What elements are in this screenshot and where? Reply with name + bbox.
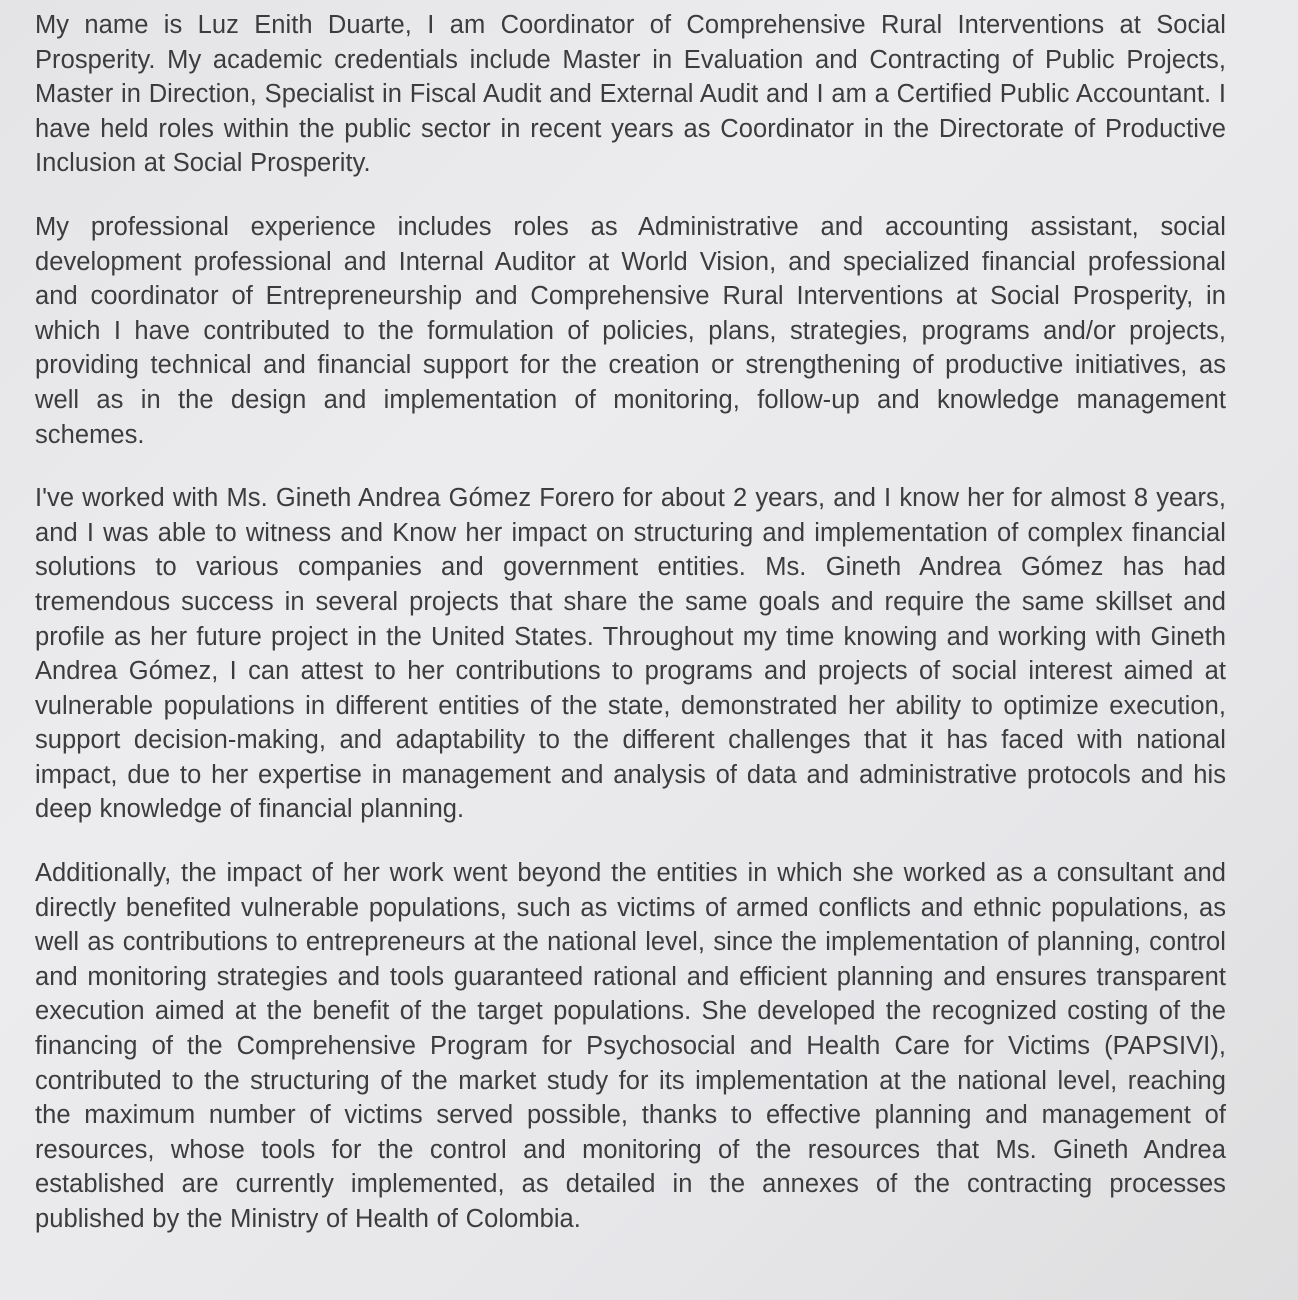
paragraph-professional-experience: My professional experience includes roles as Administrative and accounting assistant, social development professional and Internal Auditor at World Vision, and specialized financial professional and coordinator of Entrepreneurship and Comprehensive Rural Interventions at Social Prosperity, in which I have contributed to the formulation of policies, plans, strategies, programs and/or projects, providing technical and financial support for the creation or strengthening of productive initiatives, as well as in the design and implementation of monitoring, follow-up and knowledge management schemes. [35, 212, 1226, 449]
paragraph-introduction: My name is Luz Enith Duarte, I am Coordinator of Comprehensive Rural Interventions at Social Prosperity. My academic credentials include Master in Evaluation and Contracting of Public Projects, Master in Direction, Specialist in Fiscal Audit and External Audit and I am a Certified Public Accountant. I have held roles within the public sector in recent years as Coordinator in the Directorate of Productive Inclusion at Social Prosperity. [35, 11, 1226, 178]
paragraph-additional-impact: Additionally, the impact of her work went beyond the entities in which she worked as a consultant and directly benefited vulnerable populations, such as victims of armed conflicts and ethnic populations, as well as contributions to entrepreneurs at the national level, since the implementation of planning, control and monitoring strategies and tools guaranteed rational and efficient planning and ensures transparent execution aimed at the benefit of the target populations. She developed the recognized costing of the financing of the Comprehensive Program for Psychosocial and Health Care for Victims (PAPSIVI), contributed to the structuring of the market study for its implementation at the national level, reaching the maximum number of victims served possible, thanks to effective planning and management of resources, whose tools for the control and monitoring of the resources that Ms. Gineth Andrea established are currently implemented, as detailed in the annexes of the contracting processes published by the Ministry of Health of Colombia. [35, 859, 1226, 1233]
paragraph-working-relationship: I've worked with Ms. Gineth Andrea Gómez Forero for about 2 years, and I know her for almost 8 years, and I was able to witness and Know her impact on structuring and implementation of complex financial solutions to various companies and government entities. Ms. Gineth Andrea Gómez has had tremendous success in several projects that share the same goals and require the same skillset and profile as her future project in the United States. Throughout my time knowing and working with Gineth Andrea Gómez, I can attest to her contributions to programs and projects of social interest aimed at vulnerable populations in different entities of the state, demonstrated her ability to optimize execution, support decision-making, and adaptability to the different challenges that it has faced with national impact, due to her expertise in management and analysis of data and administrative protocols and his deep knowledge of financial planning. [35, 484, 1226, 824]
